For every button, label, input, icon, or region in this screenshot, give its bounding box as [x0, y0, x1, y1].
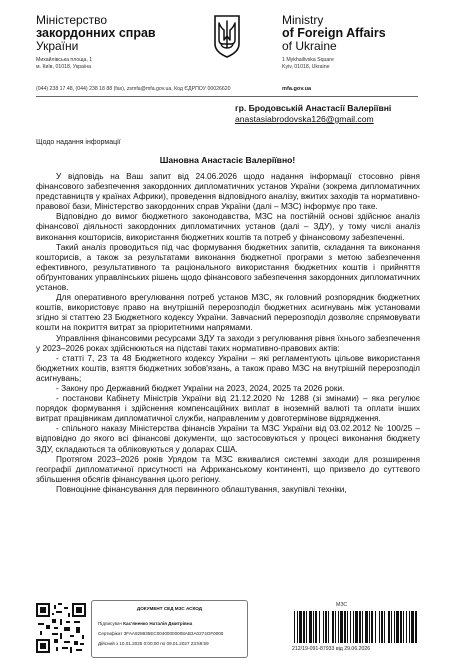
document-footer: [36, 600, 421, 662]
header-divider: [36, 96, 418, 97]
letter-body: [36, 171, 420, 494]
address-en-2: Kyiv, 01018, Ukraine: [282, 64, 330, 70]
paragraph: Протягом 2023–2026 років Урядом та МЗС вживалися системні заходи для розширення географії дипломатичної присутності на Африканському континенті, що призвело до суттєвого збільшення обсягів фінансування цього регіону.: [36, 453, 420, 484]
paragraph: Такий аналіз проводиться під час формування бюджетних запитів, складання та виконання кошторисів, а також за результатами виконання бюджетної програми з метою забезпечення ефективного, результативного та раціонального використання бюджетних коштів і прийняття обґрунтованих управлінських рішень щодо фінансового забезпечення закордонних дипломатичних установ.: [36, 241, 420, 293]
salutation: Шановна Анастасіє Валеріївно!: [159, 155, 296, 165]
stamp-title: ДОКУМЕНТ СЕД МЗС АСКОД: [136, 606, 203, 611]
signer-label: Підписувач: [98, 621, 122, 626]
cert-label: Сертифікат: [98, 631, 123, 636]
list-item: - статті 7, 23 та 48 Бюджетного кодексу України – які регламентують цільове використання бюджетних коштів, взяття бюджетних зобов'язань, а також право МЗС на внутрішній перерозподіл асигнувань;: [36, 352, 420, 383]
list-item: - спільного наказу Міністерства фінансів України та МЗС України від 03.02.2012 № 100/25 – відповідно до якого всі фінансові документи, що застосовуються у процесі виконання бюджету ЗДУ, складаються та обліковуються у доларах США.: [36, 423, 420, 454]
cert-value: 3FAA928835EC00400000008AB3A0274OF0000: [123, 631, 224, 636]
subject-line: Щодо надання інформації: [36, 139, 121, 146]
recipient-email[interactable]: anastasiabrodovska126@gmail.com: [235, 114, 374, 124]
list-item: - Закону про Державний бюджет України на 2023, 2024, 2025 та 2026 роки.: [56, 382, 345, 393]
valid-label: Дійсний з: [98, 641, 119, 646]
recipient-name: гр. Бродовській Анастасії Валеріївні: [235, 103, 392, 113]
address-uk-2: м. Київ, 01018, Україна: [36, 64, 92, 70]
ministry-title-en-2: of Foreign Affairs: [282, 26, 386, 40]
document-number: 212/19-091-87933 від 29.06.2026: [292, 646, 371, 652]
recipient-block: [235, 103, 425, 125]
valid-value: 10.01.2025 0:00:00 по 09.01.2027 23:59:59: [119, 641, 209, 646]
signature-stamp: [91, 600, 248, 658]
list-item: - постанови Кабінету Міністрів України від 21.12.2020 № 1288 (зі змінами) – яка регулює порядок формування і здійснення компенсаційних виплат в іноземній валюті та оплати інших витрат працівникам дипломатичної служби, направленим у довготермінове відрядження.: [36, 393, 420, 424]
ministry-title-uk-3: України: [36, 39, 79, 53]
paragraph: Управління фінансовими ресурсами ЗДУ та заходи з регулювання рівня їхнього забезпечення у 2023–2026 роках здійснюються на підставі таких нормативно-правових актів:: [36, 332, 420, 353]
website: mfa.gov.ua: [282, 86, 312, 92]
signer-name: Кас'яненко Наталія Дмитрівна: [123, 621, 193, 626]
ministry-title-uk-1: Міністерство: [36, 13, 108, 27]
paragraph: Повноцінне фінансування для первинного облаштування, закупівлі техніки,: [56, 483, 347, 494]
header-right: [282, 14, 422, 71]
barcode-icon: [294, 611, 418, 643]
ministry-title-en-3: of Ukraine: [282, 39, 337, 53]
qr-code-icon: [36, 603, 86, 653]
address-uk-1: Михайлівська площа, 1: [36, 57, 93, 63]
header-left: [36, 14, 211, 71]
ministry-title-uk-2: закордонних справ: [36, 26, 156, 40]
contact-line: (044) 238 17 48, (044) 238 18 88 (fax), zsmfa@mfa.gov.ua, Код ЄДРПОУ 00026620: [36, 86, 231, 92]
ministry-title-en-1: Ministry: [282, 13, 324, 27]
address-en-1: 1 Mykhailivska Square: [282, 57, 334, 63]
coat-of-arms-icon: [213, 14, 241, 58]
mzs-label: МЗС: [336, 602, 348, 608]
paragraph: У відповідь на Ваш запит від 24.06.2026 щодо надання інформації стосовно рівня фінансового забезпечення закордонних дипломатичних установ України (зокрема дипломатичних представництв у країнах Африки), проведення відповідного аналізу, вжитих заходів та нормативно-правової бази, Міністерство закордонних справ України (далі – МЗС) інформує про таке.: [36, 171, 420, 212]
paragraph: Відповідно до вимог бюджетного законодавства, МЗС на постійній основі здійснює аналіз фінансової діяльності закордонних дипломатичних установ (далі – ЗДУ), у тому числі аналіз виконання кошторисів, використання бюджетних коштів та потреб у фінансовому забезпеченні.: [36, 211, 420, 242]
paragraph: Для оперативного врегулювання потреб установ МЗС, як головний розпорядник бюджетних коштів, використовує право на внутрішній перерозподіл бюджетних асигнувань між установами згідно зі статтею 23 Бюджетного кодексу України. Завчасний перерозподіл дозволяє спрямовувати кошти на покриття витрат за пріоритетними напрямами.: [36, 292, 420, 333]
